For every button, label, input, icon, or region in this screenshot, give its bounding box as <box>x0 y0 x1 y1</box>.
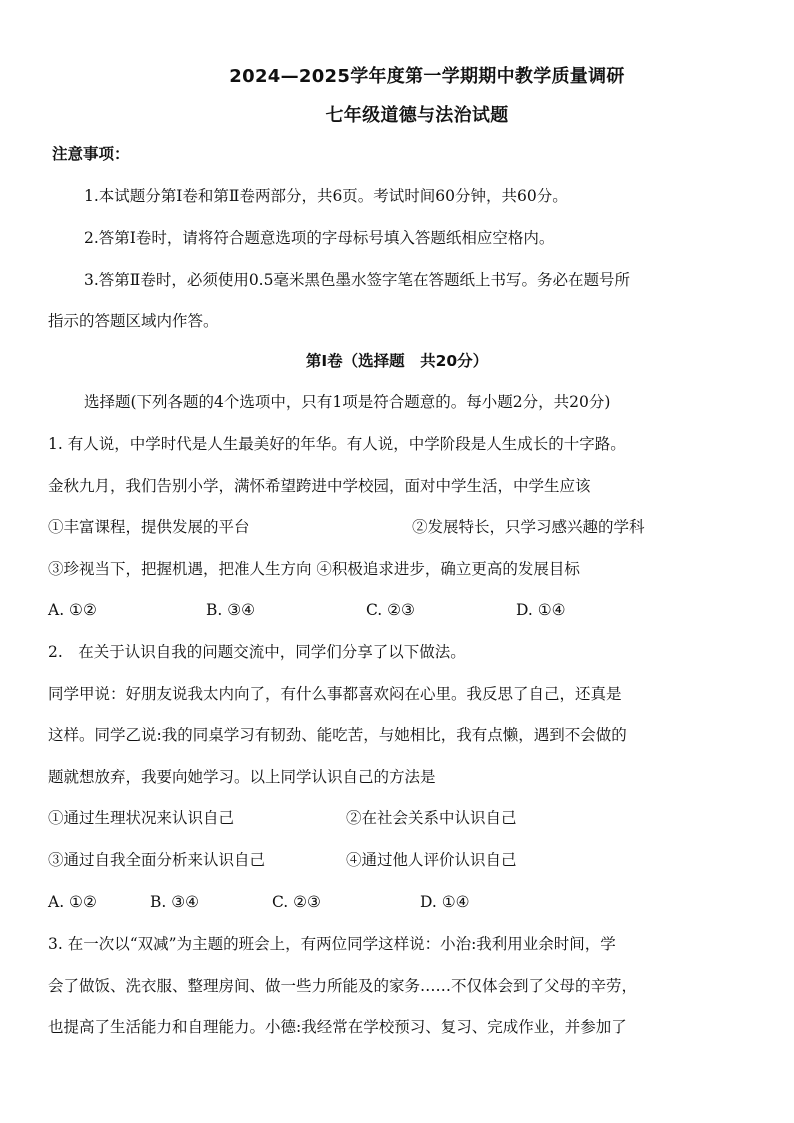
q1-option-d[interactable]: D. ①④ <box>516 601 566 619</box>
q1-option-c[interactable]: C. ②③ <box>366 601 415 619</box>
q3-stem-line-2: 会了做饭、洗衣服、整理房间、做一些力所能及的家务……不仅体会到了父母的辛劳， <box>48 977 638 995</box>
q2-statement-3: ③通过自我全面分析来认识自己 <box>48 851 266 869</box>
q2-option-a[interactable]: A. ①② <box>48 893 97 911</box>
notice-item-3: 3.答第Ⅱ卷时，必须使用0.5毫米黑色墨水签字笔在答题纸上书写。务必在题号所 <box>84 271 630 289</box>
q2-statement-4: ④通过他人评价认识自己 <box>346 851 517 869</box>
q2-statement-2: ②在社会关系中认识自己 <box>346 809 517 827</box>
notice-item-3-cont: 指示的答题区域内作答。 <box>48 312 219 330</box>
q2-option-b[interactable]: B. ③④ <box>150 893 200 911</box>
q2-stem-line-3: 这样。同学乙说:我的同桌学习有韧劲、能吃苦，与她相比，我有点懒，遇到不会做的 <box>48 726 627 744</box>
notice-heading: 注意事项： <box>52 145 130 163</box>
q1-stem-line-1: 1. 有人说，中学时代是人生最美好的年华。有人说，中学阶段是人生成长的十字路。 <box>48 435 626 453</box>
q1-statement-1: ①丰富课程，提供发展的平台 <box>48 518 250 536</box>
q1-statements-3-4: ③珍视当下，把握机遇，把准人生方向 ④积极追求进步，确立更高的发展目标 <box>48 560 580 578</box>
q3-stem-line-1: 3. 在一次以“双减”为主题的班会上，有两位同学这样说：小治:我利用业余时间，学 <box>48 935 616 953</box>
exam-subtitle: 七年级道德与法治试题 <box>325 105 509 126</box>
q1-stem-line-2: 金秋九月，我们告别小学，满怀希望跨进中学校园，面对中学生活，中学生应该 <box>48 477 591 495</box>
section-title: 第Ⅰ卷（选择题 共20分） <box>305 352 489 370</box>
section-instruction: 选择题(下列各题的4个选项中，只有1项是符合题意的。每小题2分，共20分) <box>84 393 611 411</box>
q2-stem-line-1: 2. 在关于认识自我的问题交流中，同学们分享了以下做法。 <box>48 643 466 661</box>
notice-item-1: 1.本试题分第Ⅰ卷和第Ⅱ卷两部分，共6页。考试时间60分钟，共60分。 <box>84 187 568 205</box>
exam-title: 2024—2025学年度第一学期期中教学质量调研 <box>229 66 625 87</box>
q1-option-a[interactable]: A. ①② <box>48 601 97 619</box>
q2-option-c[interactable]: C. ②③ <box>272 893 321 911</box>
q1-option-b[interactable]: B. ③④ <box>206 601 256 619</box>
q2-stem-line-4: 题就想放弃，我要向她学习。以上同学认识自己的方法是 <box>48 768 436 786</box>
q3-stem-line-3: 也提高了生活能力和自理能力。小德:我经常在学校预习、复习、完成作业，并参加了 <box>48 1018 627 1036</box>
q2-stem-line-2: 同学甲说：好朋友说我太内向了，有什么事都喜欢闷在心里。我反思了自己，还真是 <box>48 685 622 703</box>
q2-statement-1: ①通过生理状况来认识自己 <box>48 809 235 827</box>
q2-option-d[interactable]: D. ①④ <box>420 893 470 911</box>
notice-item-2: 2.答第Ⅰ卷时，请将符合题意选项的字母标号填入答题纸相应空格内。 <box>84 229 555 247</box>
q1-statement-2: ②发展特长，只学习感兴趣的学科 <box>412 518 645 536</box>
